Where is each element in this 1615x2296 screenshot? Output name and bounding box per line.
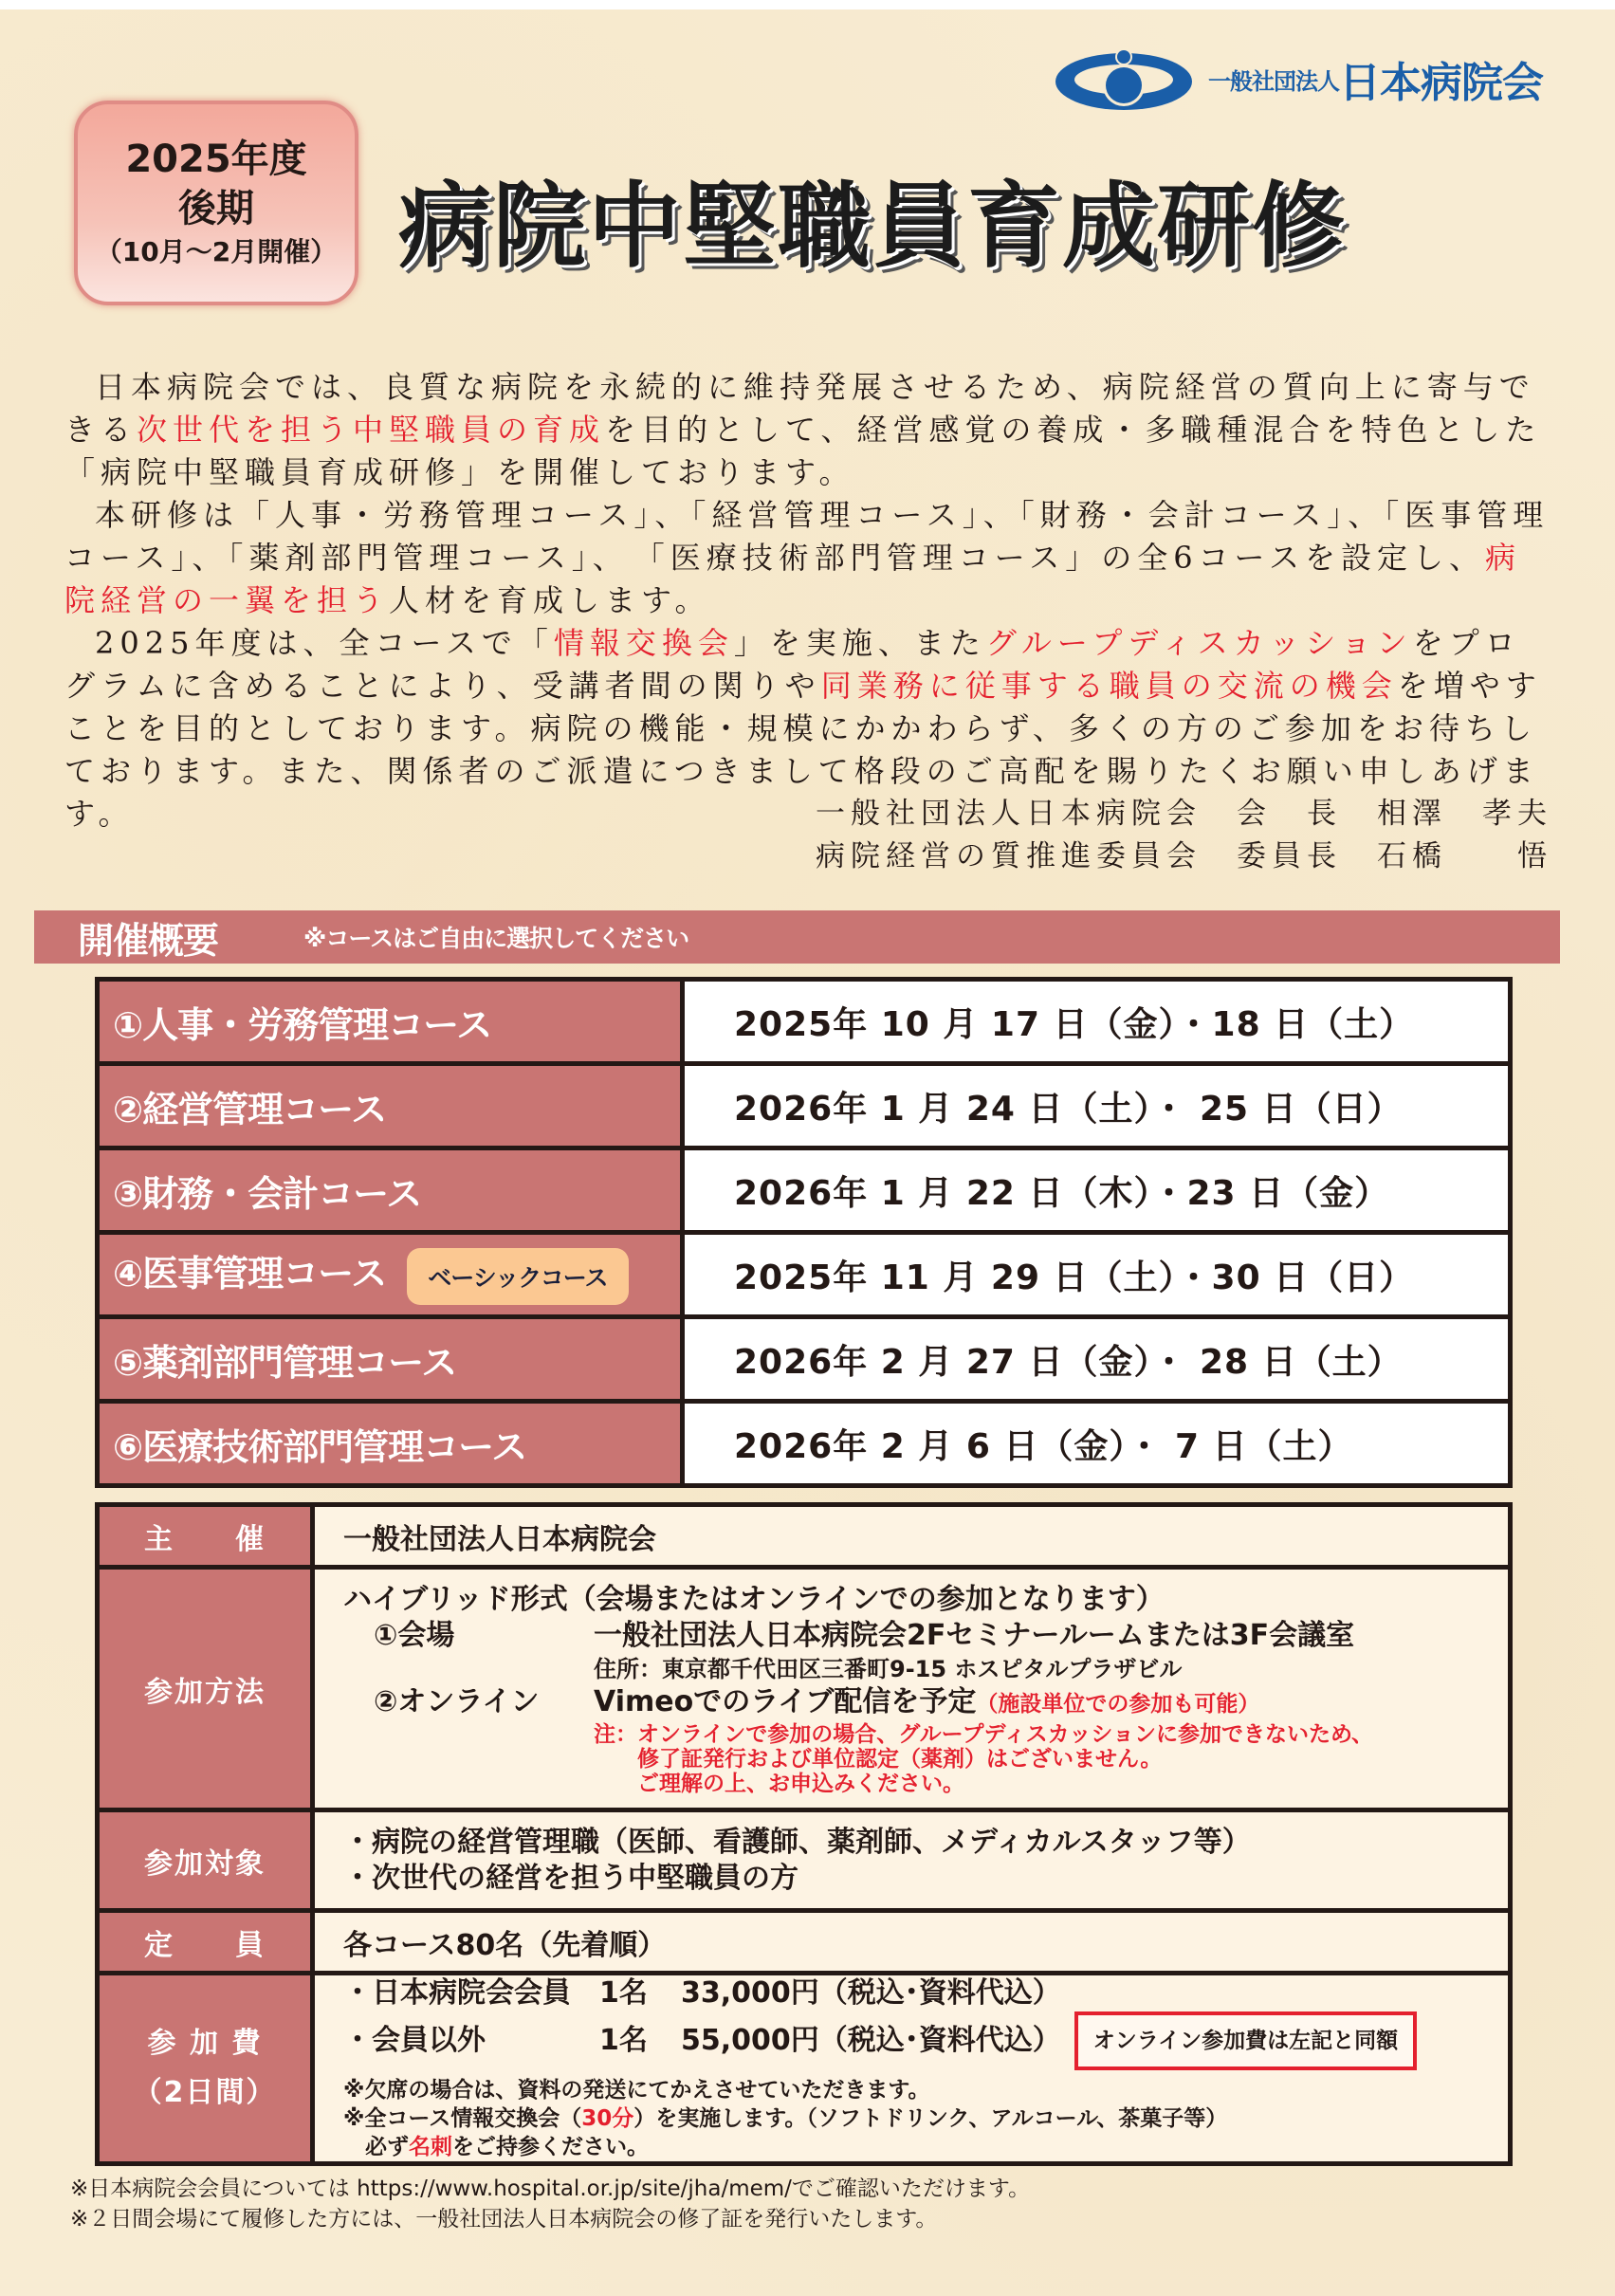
intro-text-span: 人材を育成します。 — [389, 582, 711, 618]
section-header — [34, 910, 1560, 964]
intro-highlight: 病院経営の一翼を担う — [64, 540, 1521, 618]
online-note-line: 注：オンラインで参加の場合、グループディスカッションに参加できないため、 — [594, 1721, 1374, 1747]
note-highlight: 名刺 — [409, 2135, 452, 2159]
method-row — [98, 1568, 1511, 1810]
target-item: ・病院の経営管理職（医師、看護師、薬剤師、メディカルスタッフ等） — [343, 1825, 1251, 1859]
intro-text-span: 」を実施、また — [733, 625, 986, 661]
course-date: 2025年 10 月 17 日（金）・18 日（土） — [683, 980, 1511, 1064]
fee-note-card — [343, 2133, 1508, 2161]
course-row — [98, 1233, 1511, 1317]
capacity-row — [98, 1911, 1511, 1974]
details-table — [95, 1502, 1513, 2166]
fee-nonmember-line — [343, 2011, 1508, 2070]
method-value — [313, 1568, 1511, 1810]
capacity-label: 定 員 — [98, 1911, 313, 1974]
intro-text-span: を増やすことを目的としております。病院の機能・規模にかかわらず、多くの方のご参加をお待ちしております。また、関係者のご派遣につきまして格段のご高配を賜りたくお願い申しあげます。 — [64, 668, 1542, 832]
intro-text-span: を目的として、経営感覚の養成・多職種混合を特色とした「病院中堅職員育成研修」を開催しております。 — [64, 412, 1542, 490]
intro-text-span: 2025年度は、全コースで「 — [95, 625, 554, 661]
intro-paragraph-2 — [64, 494, 1553, 622]
section-note: ※コースはご自由に選択してください — [303, 925, 689, 952]
section-title: 開催概要 — [78, 919, 219, 962]
badge-term: 後期 — [178, 187, 254, 230]
jha-emblem-icon — [1053, 46, 1195, 112]
fee-label-sub: （2日間） — [133, 2076, 277, 2109]
term-badge — [74, 101, 358, 305]
online-note-line: 修了証発行および単位認定（薬剤）はございません。 — [594, 1746, 1163, 1772]
fee-qty: 1名 — [599, 2024, 648, 2057]
footer-membership-note: ※日本病院会会員については https://www.hospital.or.jp/site/jha/mem/でご確認いただけます。 — [70, 2177, 1031, 2201]
note-text: ※全コース情報交換会（ — [343, 2106, 582, 2131]
fee-label: 参 加 費 — [147, 2027, 263, 2060]
fee-row — [98, 1974, 1511, 2164]
target-value — [313, 1810, 1511, 1911]
method-label: 参加方法 — [98, 1568, 313, 1810]
course-date: 2026年 2 月 6 日（金）・ 7 日（土） — [683, 1402, 1511, 1486]
intro-text-span: 日本病院会では、良質な病院を永続的に維持発展させるため、病院経営の質向上に寄与できる — [64, 369, 1535, 448]
footer-certificate-note: ※２日間会場にて履修した方には、一般社団法人日本病院会の修了証を発行いたします。 — [70, 2207, 938, 2232]
flyer-page — [0, 9, 1615, 2296]
intro-highlight: 次世代を担う中堅職員の育成 — [137, 412, 606, 448]
note-text: ）を実施します。（ソフトドリンク、アルコール、茶菓子等） — [633, 2106, 1228, 2131]
courses-table — [95, 977, 1513, 1488]
basic-course-badge: ベーシックコース — [407, 1248, 628, 1305]
signature-block — [816, 793, 1552, 878]
method-grid — [343, 1618, 1508, 1796]
footer-notes — [70, 2174, 1030, 2234]
online-value: Vimeoでのライブ配信を予定 — [594, 1684, 977, 1718]
fee-note-exchange — [343, 2104, 1508, 2133]
online-facility-note: （施設単位での参加も可能） — [976, 1691, 1260, 1717]
course-row — [98, 1317, 1511, 1402]
target-item: ・次世代の経営を担う中堅職員の方 — [343, 1861, 798, 1895]
note-text: 必ず — [343, 2135, 409, 2159]
online-label: ②オンライン — [374, 1684, 540, 1718]
note-highlight: 30分 — [581, 2106, 634, 2131]
method-headline: ハイブリッド形式（会場またはオンラインでの参加となります） — [343, 1582, 1165, 1616]
venue-address: 住所：東京都千代田区三番町9-15 ホスピタルプラザビル — [594, 1655, 1183, 1682]
intro-paragraph-1 — [64, 366, 1553, 494]
online-fee-note-box: オンライン参加費は左記と同額 — [1074, 2011, 1417, 2070]
course-date: 2026年 1 月 22 日（木）・23 日（金） — [683, 1148, 1511, 1233]
intro-highlight: 情報交換会 — [553, 625, 734, 661]
fee-qty: 1名 — [599, 1976, 648, 2010]
course-name: ⑤薬剤部門管理コース — [98, 1317, 683, 1402]
fee-who: ・日本病院会会員 — [343, 1976, 571, 2010]
fee-who: ・会員以外 — [343, 2024, 486, 2057]
course-row — [98, 1148, 1511, 1233]
note-text: をご持参ください。 — [452, 2135, 649, 2159]
intro-text-span: 本研修は「人事・労務管理コース」、「経営管理コース」、「財務・会計コース」、「医事管理コース」、「薬剤部門管理コース」、 「医療技術部門管理コース」の全6コースを設定し、 — [64, 497, 1550, 576]
course-name-cell — [98, 1233, 683, 1317]
course-date: 2026年 1 月 24 日（土）・ 25 日（日） — [683, 1064, 1511, 1148]
spacer — [374, 1654, 594, 1684]
fee-label-cell — [98, 1974, 313, 2164]
intro-highlight: グループディスカッション — [985, 625, 1413, 661]
course-date: 2025年 11 月 29 日（土）・30 日（日） — [683, 1233, 1511, 1317]
target-row — [98, 1810, 1511, 1911]
fee-value — [313, 1974, 1511, 2164]
organizer-value: 一般社団法人日本病院会 — [313, 1505, 1511, 1568]
signature-line: 一般社団法人日本病院会 会 長 相澤 孝夫 — [816, 797, 1552, 831]
signature-line: 病院経営の質推進委員会 委員長 石橋 悟 — [816, 839, 1552, 873]
organizer-label: 主 催 — [98, 1505, 313, 1568]
course-name: ④医事管理コース — [113, 1253, 387, 1295]
spacer — [374, 1722, 594, 1796]
course-name: ②経営管理コース — [98, 1064, 683, 1148]
badge-period: （10月～2月開催） — [95, 236, 338, 267]
fee-notes — [343, 2076, 1508, 2161]
org-name: 日本病院会 — [1339, 59, 1543, 107]
fee-note-absence: ※欠席の場合は、資料の発送にてかえさせていただきます。 — [343, 2078, 930, 2103]
fee-price: 55,000円（税込･資料代込） — [681, 2024, 1061, 2057]
page-title: 病院中堅職員育成研修 — [398, 173, 1348, 281]
online-note-line: ご理解の上、お申込みください。 — [594, 1771, 964, 1796]
intro-text-span: をプログラムに含めることにより、受講者間の関りや — [64, 625, 1521, 704]
intro-text — [64, 366, 1553, 836]
org-type: 一般社団法人 — [1208, 67, 1339, 95]
target-label: 参加対象 — [98, 1810, 313, 1911]
online-notes — [594, 1722, 1508, 1796]
venue-value: 一般社団法人日本病院会2Fセミナールームまたは3F会議室 — [594, 1618, 1355, 1652]
course-row — [98, 1064, 1511, 1148]
badge-year: 2025年度 — [125, 138, 307, 181]
course-row — [98, 1402, 1511, 1486]
course-name: ⑥医療技術部門管理コース — [98, 1402, 683, 1486]
course-date: 2026年 2 月 27 日（金）・ 28 日（土） — [683, 1317, 1511, 1402]
course-name: ③財務・会計コース — [98, 1148, 683, 1233]
online-value-line — [594, 1684, 1508, 1722]
venue-label: ①会場 — [374, 1618, 455, 1652]
org-logo — [1053, 46, 1543, 112]
intro-highlight: 同業務に従事する職員の交流の機会 — [820, 668, 1398, 704]
course-name: ①人事・労務管理コース — [98, 980, 683, 1064]
organizer-row — [98, 1505, 1511, 1568]
course-row — [98, 980, 1511, 1064]
capacity-value: 各コース80名（先着順） — [313, 1911, 1511, 1974]
fee-member-line — [343, 1975, 1508, 2011]
fee-price: 33,000円（税込･資料代込） — [681, 1976, 1061, 2010]
